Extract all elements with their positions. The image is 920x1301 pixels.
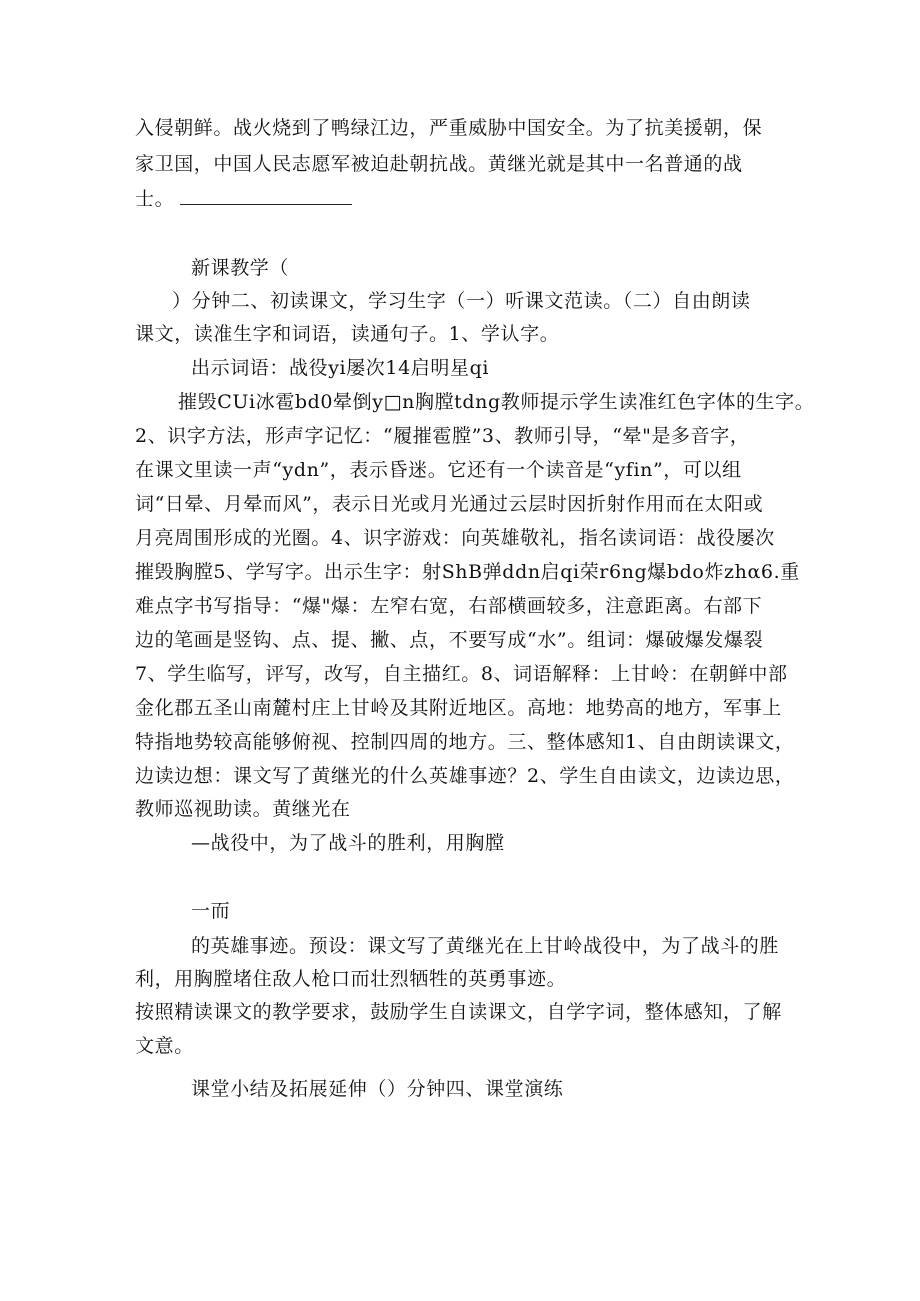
body-line-12: 边读边想：课文写了黄继光的什么英雄事迹？2、学生自由读文，边读边思， <box>135 765 795 787</box>
intro-line-3-text: 士。 <box>135 188 175 210</box>
intro-line-1: 入侵朝鲜。战火烧到了鸭绿江边，严重威胁中国安全。为了抗美援朝，保 <box>135 117 763 139</box>
new-lesson-line-1: ）分钟二、初读课文，学习生字（一）听课文范读。（二）自由朗读 <box>172 290 751 312</box>
intro-line-2: 家卫国，中国人民志愿军被迫赴朝抗战。黄继光就是其中一名普通的战 <box>135 153 743 175</box>
new-lesson-heading: 新课教学（ <box>191 257 290 279</box>
intro-line-3 <box>135 187 352 211</box>
body-line-5: 月亮周围形成的光圈。4、识字游戏：向英雄敬礼，指名读词语：战役屡次 <box>135 527 775 549</box>
body-line-7: 难点字书写指导：“爆"爆：左窄右宽，右部横画较多，注意距离。右部下 <box>135 595 763 617</box>
body-line-11: 特指地势较高能够俯视、控制四周的地方。三、整体感知1、自由朗读课文， <box>135 731 795 753</box>
new-lesson-line-2: 课文，读准生字和词语，读通句子。1、学认字。 <box>135 323 560 345</box>
body-line-6: 摧毁胸膛5、学写字。出示生字：射ShB弹ddn启qi荣r6ng爆bdo炸zhα6.重 <box>135 561 800 583</box>
body-line-2: 2、识字方法，形声字记忆：“履摧雹膛”3、教师引导，“晕"是多音字， <box>135 425 750 447</box>
answer-blank <box>180 187 352 205</box>
body-line-4: 词“日晕、月晕而风”，表示日光或月光通过云层时因折射作用而在太阳或 <box>135 493 764 515</box>
vocabulary-words-line: 出示词语：战役yi屡次14启明星qi <box>191 357 490 379</box>
body-line-13: 教师巡视助读。黄继光在 <box>135 798 351 820</box>
body-line-9: 7、学生临写，评写，改写，自主描红。8、词语解释：上甘岭：在朝鲜中部 <box>135 663 788 685</box>
summary-heading: 课堂小结及拓展延伸（）分钟四、课堂演练 <box>191 1078 564 1100</box>
body-line-10: 金化郡五圣山南麓村庄上甘岭及其附近地区。高地：地势高的地方，军事上 <box>135 697 782 719</box>
fill-in-line-2: 一而 <box>191 900 231 922</box>
note-line-2: 文意。 <box>135 1035 194 1057</box>
body-line-3: 在课文里读一声“ydn”，表示昏迷。它还有一个读音是“yfin”，可以组 <box>135 459 742 481</box>
fill-in-line-1: —战役中，为了战斗的胜利，用胸膛 <box>191 832 505 854</box>
answer-line-2: 利，用胸膛堵住敌人枪口而壮烈牺牲的英勇事迹。 <box>135 968 567 990</box>
body-line-1: 摧毁CUi冰雹bd0晕倒y□n胸膛tdng教师提示学生读准红色字体的生字。 <box>178 391 815 413</box>
note-line-1: 按照精读课文的教学要求，鼓励学生自读课文，自学字词，整体感知，了解 <box>135 1001 782 1023</box>
body-line-8: 边的笔画是竖钩、点、提、撇、点，不要写成“水”。组词：爆破爆发爆裂 <box>135 629 764 651</box>
answer-line-1: 的英雄事迹。预设：课文写了黄继光在上甘岭战役中，为了战斗的胜 <box>191 935 780 957</box>
